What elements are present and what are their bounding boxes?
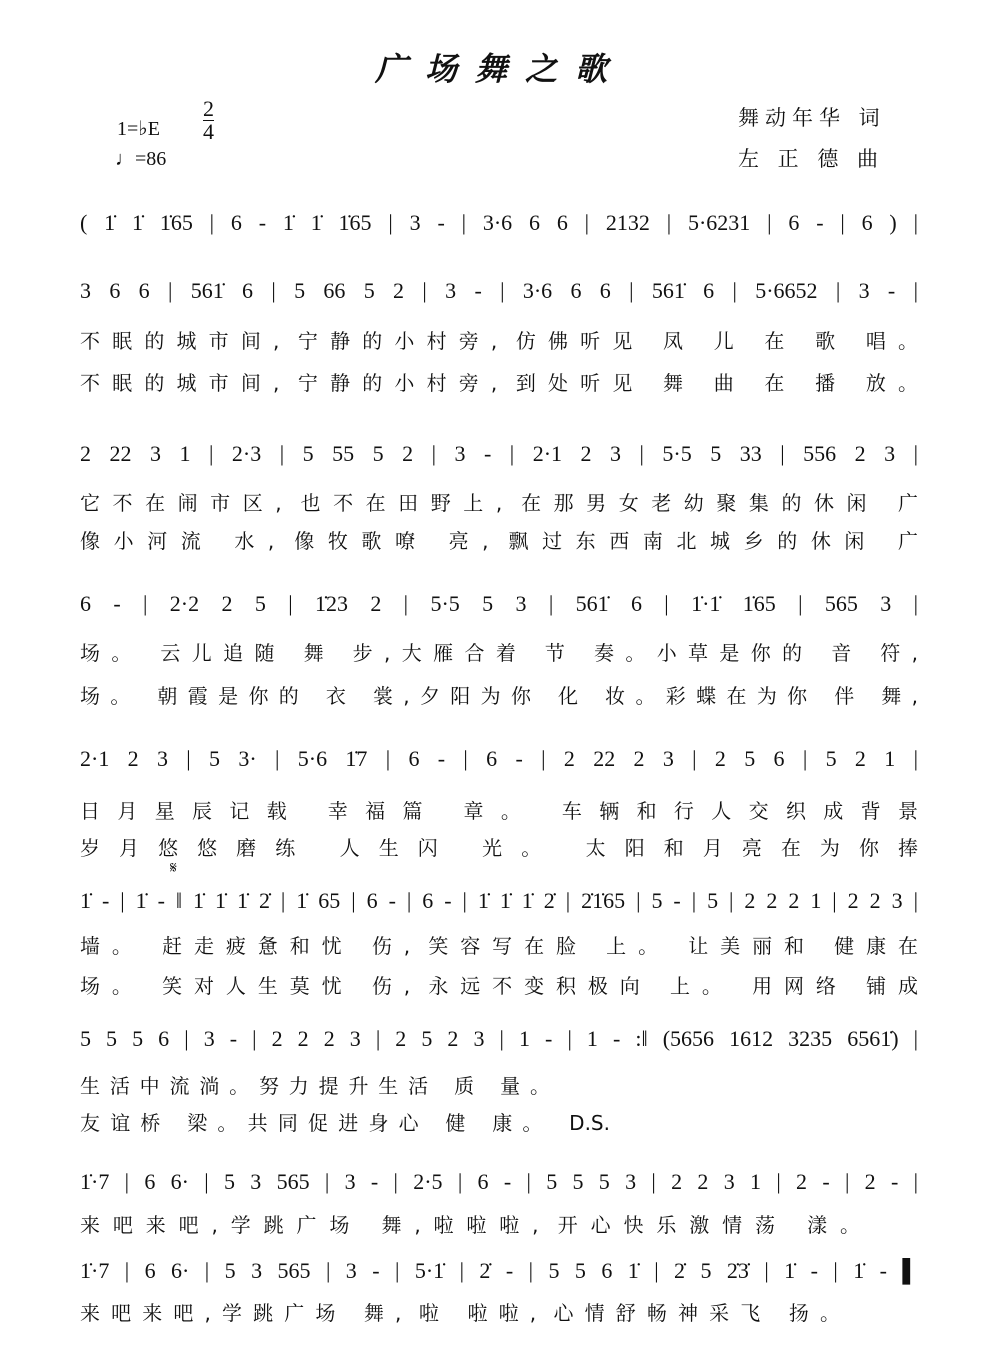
notation-line-4: 6 - | 2·2 2 5 | 1̇23 2 | 5·5 5 3 | 561̇ 6 | 1̇·1̇ 1̇65 | 565 3 | [80, 591, 918, 616]
key-signature: 1=♭E [117, 118, 160, 140]
lyric-line: 场。 云儿追随 舞 步,大雁合着 节 奏。小草是你的 音 符, [80, 641, 918, 665]
time-top: 2 [203, 96, 214, 121]
time-bottom: 4 [203, 119, 214, 144]
composer-credit: 左 正 德 曲 [738, 147, 885, 171]
lyric-line: 场。 笑对人生莫忧 伤, 永远不变积极向 上。 用网络 铺成 [80, 974, 918, 998]
lyric-line: 它不在闹市区, 也不在田野上, 在那男女老幼聚集的休闲 广 [80, 491, 918, 515]
notation-line-8: 1̇·7 | 6 6· | 5 3 565 | 3 - | 2·5 | 6 - | 5 5 5 3 | 2 2 3 1 | 2 - | 2 - | [80, 1169, 918, 1194]
notation-line-3: 2 22 3 1 | 2·3 | 5 55 5 2 | 3 - | 2·1 2 3 | 5·5 5 33 | 556 2 3 | [80, 441, 918, 466]
notation-line-2: 3 6 6 | 561̇ 6 | 5 66 5 2 | 3 - | 3·6 6 6 | 561̇ 6 | 5·6652 | 3 - | [80, 278, 918, 303]
notation-line-9: 1̇·7 | 6 6· | 5 3 565 | 3 - | 5·1̇ | 2̇ - | 5 5 6 1̇ | 2̇ 5 2̇3̇ | 1̇ - | 1̇ - ▌ [80, 1258, 918, 1283]
lyricist-credit: 舞动年华 词 [738, 106, 886, 130]
lyric-line: 岁月悠悠磨练 人生闪 光。 太阳和月亮在为你捧 [80, 836, 918, 860]
segno-icon: 𝄋 [170, 858, 177, 877]
lyric-line: 不眠的城市间, 宁静的小村旁, 仿佛听见 凤 儿 在 歌 唱。 [80, 329, 918, 353]
time-signature [203, 98, 214, 143]
lyric-line: 像小河流 水, 像牧歌嘹 亮, 飘过东西南北城乡的休闲 广 [80, 529, 918, 553]
lyric-line: 来吧来吧,学跳广场 舞, 啦 啦啦, 心情舒畅神采飞 扬。 [80, 1301, 840, 1325]
notation-line-5: 2·1 2 3 | 5 3· | 5·6 1̇7 | 6 - | 6 - | 2 22 2 3 | 2 5 6 | 5 2 1 | [80, 746, 918, 771]
lyric-line: 日月星辰记载 幸福篇 章。 车辆和行人交织成背景 [80, 799, 918, 823]
lyric-line: 场。 朝霞是你的 衣 裳,夕阳为你 化 妆。彩蝶在为你 伴 舞, [80, 684, 918, 708]
song-title: 广场舞之歌 [374, 50, 625, 88]
notation-line-1: ( 1̇ 1̇ 1̇65 | 6 - 1̇ 1̇ 1̇65 | 3 - | 3·6 6 6 | 2132 | 5·6231 | 6 - | 6 ) | [80, 210, 918, 235]
notation-line-7: 5 5 5 6 | 3 - | 2 2 2 3 | 2 5 2 3 | 1 - | 1 - :‖ (5656 1612 3235 6561̇) | [80, 1026, 918, 1051]
lyric-line: 生活中流淌。努力提升生活 质 量。 [80, 1074, 550, 1098]
lyric-line: 不眠的城市间, 宁静的小村旁, 到处听见 舞 曲 在 播 放。 [80, 371, 918, 395]
lyric-line: 墙。 赶走疲惫和忧 伤, 笑容写在脸 上。 让美丽和 健康在 [80, 934, 918, 958]
tempo: ♩=86 [115, 148, 167, 170]
lyric-line: 来吧来吧,学跳广场 舞,啦啦啦, 开心快乐激情荡 漾。 [80, 1213, 860, 1237]
notation-line-6: 1̇ - | 1̇ - ‖ 1̇ 1̇ 1̇ 2̇ | 1̇ 65 | 6 - | 6 - | 1̇ 1̇ 1̇ 2̇ | 2̇1̇65 | 5 - | 5 | 2 2 2 1 | 2 2 3 | [80, 888, 918, 913]
lyric-line: 友谊桥 梁。共同促进身心 健 康。 D.S. [80, 1111, 610, 1135]
